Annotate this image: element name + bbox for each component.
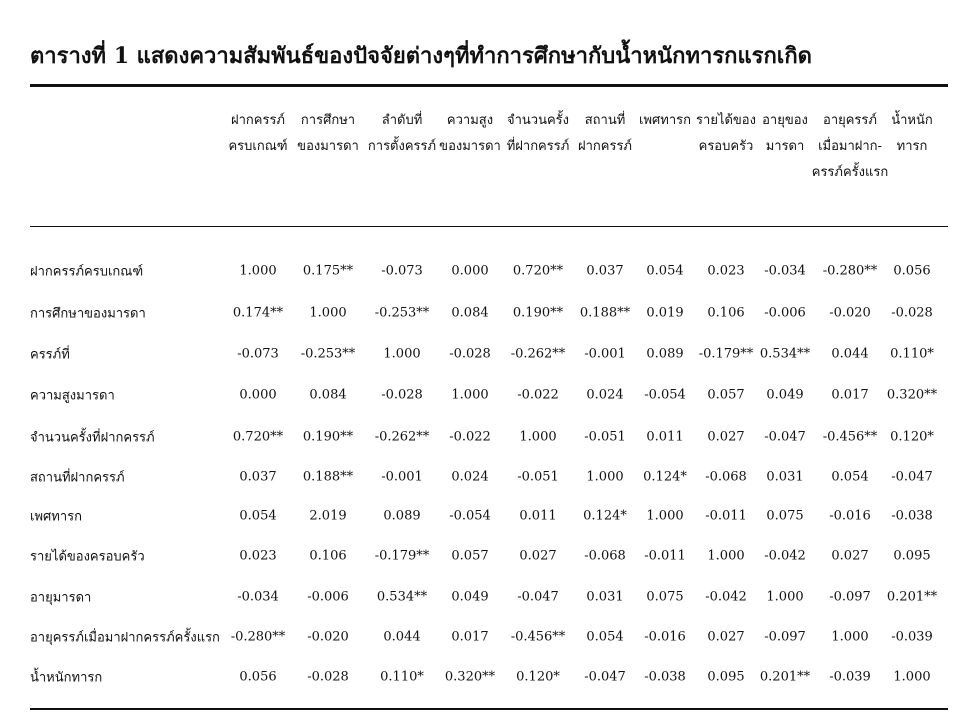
table-cell: 0.000 [239,387,277,403]
table-cell: 0.027 [831,548,869,564]
table-cell: -0.042 [764,548,806,564]
table-cell: -0.456** [822,429,878,445]
table-cell: 0.031 [766,469,804,485]
table-cell: 0.054 [646,263,684,279]
table-cell: -0.262** [374,429,430,445]
table-cell: 0.120* [516,669,560,685]
column-header-line: น้ำหนัก [891,113,933,128]
table-cell: 0.011 [519,508,557,524]
table-cell: 0.049 [451,589,489,605]
table-cell: 0.023 [707,263,745,279]
table-cell: 0.095 [893,548,931,564]
table-cell: 2.019 [309,508,347,524]
table-cell: 0.124* [583,508,627,524]
table-cell: -0.456** [510,629,566,645]
table-cell: 0.190** [302,429,354,445]
row-label: ความสูงมารดา [30,388,115,404]
column-header [368,108,436,160]
column-header-line: ของมารดา [297,139,359,154]
table-cell: -0.097 [829,589,871,605]
table-cell: 0.017 [831,387,869,403]
table-cell: 0.011 [646,429,684,445]
table-cell: -0.028 [891,305,933,321]
table-bottom-rule [30,708,948,710]
table-cell: 0.089 [383,508,421,524]
table-cell: -0.020 [829,305,871,321]
column-header-line: ที่ฝากครรภ์ [506,139,570,154]
column-header-line: ความสูง [446,113,494,128]
column-header-line: ฝากครรภ์ [577,139,633,154]
column-header-line: สถานที่ [584,113,626,128]
column-header [297,108,359,160]
table-cell: 0.534** [759,346,811,362]
column-header-line: ฝากครรภ์ [230,113,286,128]
table-cell: 0.174** [232,305,284,321]
column-header [228,108,287,160]
table-cell: 0.120* [890,429,934,445]
table-cell: 1.000 [766,589,804,605]
column-header [639,108,691,134]
column-header [439,108,501,160]
table-cell: 0.056 [239,669,277,685]
table-cell: 0.075 [646,589,684,605]
row-label: ครรภ์ที่ [30,347,70,363]
table-cell: 1.000 [239,263,277,279]
table-cell: -0.028 [381,387,423,403]
column-header-line: เพศทารก [639,113,691,128]
column-header-line: ทารก [896,139,928,154]
table-cell: 0.534** [376,589,428,605]
table-cell: 1.000 [586,469,624,485]
table-cell: 0.027 [707,629,745,645]
table-cell: 0.037 [586,263,624,279]
table-cell: -0.253** [374,305,430,321]
table-cell: -0.016 [829,508,871,524]
table-cell: 0.019 [646,305,684,321]
table-cell: 0.106 [707,305,745,321]
table-cell: -0.006 [307,589,349,605]
row-label: จำนวนครั้งที่ฝากครรภ์ [30,430,155,446]
table-cell: -0.042 [705,589,747,605]
table-cell: -0.179** [374,548,430,564]
column-header-line: มารดา [765,139,805,154]
row-label: อายุครรภ์เมื่อมาฝากครรภ์ครั้งแรก [30,630,220,646]
column-header-line: การศึกษา [300,113,356,128]
table-cell: 0.175** [302,263,354,279]
row-label: รายได้ของครอบครัว [30,549,145,565]
table-title: ตารางที่ 1 แสดงความสัมพันธ์ของปัจจัยต่างๆที่ทำการศึกษากับน้ำหนักทารกแรกเกิด [30,43,812,69]
table-cell: -0.020 [307,629,349,645]
table-cell: 0.054 [586,629,624,645]
table-cell: -0.001 [381,469,423,485]
table-cell: 0.000 [451,263,489,279]
table-cell: -0.028 [307,669,349,685]
table-cell: 0.106 [309,548,347,564]
table-cell: 0.190** [512,305,564,321]
table-cell: 0.320** [886,387,938,403]
table-cell: 0.017 [451,629,489,645]
table-cell: 1.000 [383,346,421,362]
table-cell: 0.089 [646,346,684,362]
table-cell: -0.038 [891,508,933,524]
column-header-line: ของมารดา [439,139,501,154]
column-header-line: เมื่อมาฝาก- [818,139,882,154]
table-cell: 1.000 [309,305,347,321]
table-header-rule [30,226,948,227]
row-label: สถานที่ฝากครรภ์ [30,470,125,486]
table-cell: 1.000 [519,429,557,445]
column-header-line: จำนวนครั้ง [506,113,570,128]
column-header-line: อายุครรภ์ [823,113,877,128]
table-cell: -0.034 [237,589,279,605]
table-cell: 0.024 [451,469,489,485]
column-header-line: ครบเกณฑ์ [228,139,288,154]
column-header-line: รายได้ของ [696,113,756,128]
table-cell: -0.054 [644,387,686,403]
table-cell: 0.201** [886,589,938,605]
table-cell: -0.016 [644,629,686,645]
column-header-line: อายุของ [762,113,808,128]
column-header-line: การตั้งครรภ์ [367,139,437,154]
table-cell: 0.188** [579,305,631,321]
table-cell: 1.000 [451,387,489,403]
table-cell: 0.075 [766,508,804,524]
table-cell: 0.720** [512,263,564,279]
table-cell: -0.038 [644,669,686,685]
table-cell: -0.039 [891,629,933,645]
table-cell: 0.095 [707,669,745,685]
column-header [696,108,756,160]
table-cell: 0.057 [707,387,745,403]
column-header [812,108,889,186]
table-cell: 0.027 [707,429,745,445]
table-cell: 0.023 [239,548,277,564]
table-cell: -0.179** [698,346,754,362]
table-cell: 1.000 [707,548,745,564]
table-cell: 0.031 [586,589,624,605]
row-label: การศึกษาของมารดา [30,306,146,322]
table-cell: 0.110* [380,669,424,685]
table-cell: -0.073 [237,346,279,362]
table-cell: -0.047 [764,429,806,445]
column-header-line: ลำดับที่ [381,113,423,128]
row-label: ฝากครรภ์ครบเกณฑ์ [30,264,144,280]
table-cell: -0.034 [764,263,806,279]
table-top-rule [30,84,948,87]
row-label: อายุมารดา [30,590,92,606]
table-cell: -0.022 [517,387,559,403]
table-cell: 0.054 [831,469,869,485]
table-cell: -0.051 [584,429,626,445]
column-header [762,108,808,160]
table-cell: 0.027 [519,548,557,564]
table-cell: 0.084 [451,305,489,321]
table-cell: 0.057 [451,548,489,564]
table-cell: -0.001 [584,346,626,362]
table-cell: -0.022 [449,429,491,445]
table-cell: -0.262** [510,346,566,362]
column-header [578,108,632,160]
column-header-line: ครอบครัว [698,139,754,154]
table-cell: -0.047 [517,589,559,605]
table-cell: 1.000 [646,508,684,524]
table-cell: 0.044 [383,629,421,645]
table-cell: 0.044 [831,346,869,362]
table-cell: 0.720** [232,429,284,445]
table-cell: -0.097 [764,629,806,645]
table-cell: 0.084 [309,387,347,403]
table-cell: 0.049 [766,387,804,403]
table-cell: 0.320** [444,669,496,685]
column-header [507,108,570,160]
table-cell: -0.280** [822,263,878,279]
table-cell: -0.039 [829,669,871,685]
table-cell: -0.073 [381,263,423,279]
table-cell: 0.056 [893,263,931,279]
table-cell: 0.110* [890,346,934,362]
table-cell: 0.201** [759,669,811,685]
table-cell: 0.124* [643,469,687,485]
table-cell: -0.051 [517,469,559,485]
table-cell: -0.047 [584,669,626,685]
table-cell: -0.011 [705,508,747,524]
row-label: เพศทารก [30,509,82,525]
table-cell: -0.280** [230,629,286,645]
row-label: น้ำหนักทารก [30,670,103,686]
table-cell: 0.024 [586,387,624,403]
table-cell: -0.068 [584,548,626,564]
table-cell: -0.006 [764,305,806,321]
table-cell: 1.000 [831,629,869,645]
table-cell: -0.028 [449,346,491,362]
table-cell: -0.011 [644,548,686,564]
table-cell: 0.037 [239,469,277,485]
table-cell: -0.068 [705,469,747,485]
table-cell: -0.253** [300,346,356,362]
column-header-line: ครรภ์ครั้งแรก [811,165,889,180]
table-cell: 0.188** [302,469,354,485]
column-header [891,108,933,160]
table-cell: -0.054 [449,508,491,524]
table-cell: 1.000 [893,669,931,685]
table-cell: 0.054 [239,508,277,524]
table-cell: -0.047 [891,469,933,485]
